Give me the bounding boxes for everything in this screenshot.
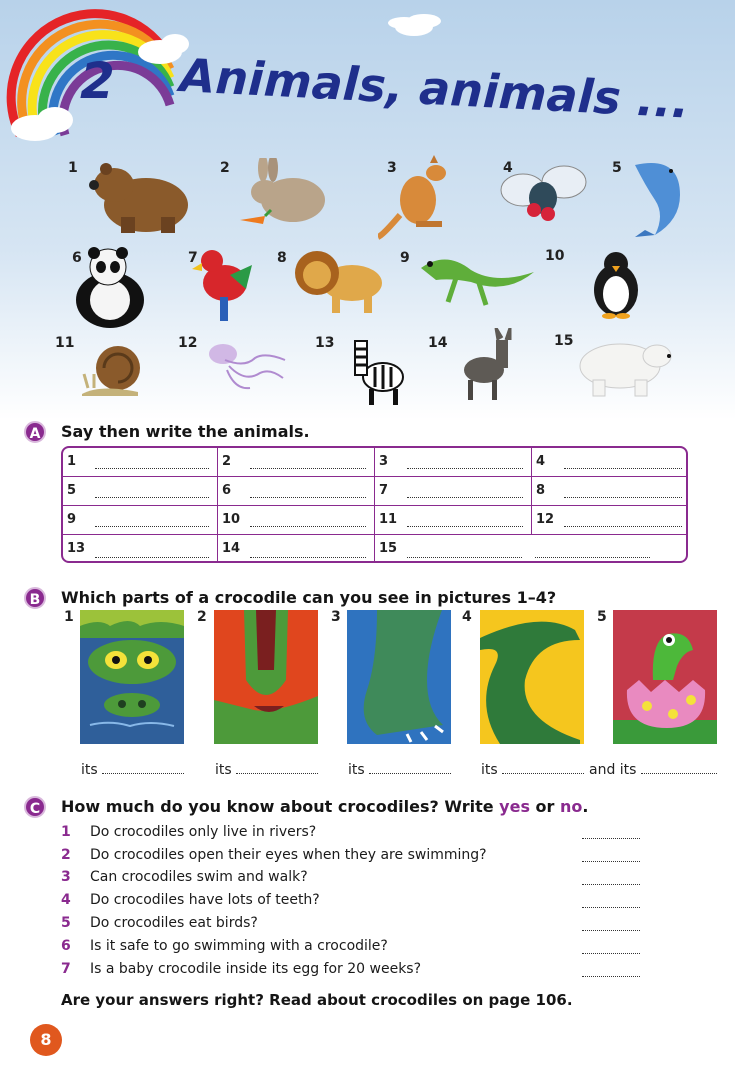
animal-number: 10 bbox=[545, 248, 565, 264]
section-b-badge: B bbox=[24, 587, 46, 609]
jellyfish-icon bbox=[205, 338, 290, 398]
animal-number: 7 bbox=[188, 250, 198, 266]
animal-number: 2 bbox=[220, 160, 230, 176]
lion-icon bbox=[292, 245, 387, 315]
answer-table bbox=[61, 446, 688, 563]
blank-its-3[interactable]: its bbox=[348, 762, 451, 778]
zebra-icon bbox=[345, 335, 410, 407]
panda-icon bbox=[68, 245, 153, 330]
crocodile-eyes-icon bbox=[80, 610, 184, 744]
unit-number: 2 bbox=[80, 52, 115, 110]
bear-icon bbox=[86, 155, 191, 235]
penguin-icon bbox=[584, 250, 649, 320]
picture-number: 3 bbox=[331, 609, 341, 625]
page-title: Animals, animals ... bbox=[178, 48, 691, 129]
answer-cell[interactable]: 12 bbox=[532, 506, 688, 535]
crocodile-foot-icon bbox=[347, 610, 451, 744]
lizard-icon bbox=[416, 250, 536, 310]
answer-cell[interactable]: 5 bbox=[63, 477, 218, 506]
animal-number: 15 bbox=[554, 333, 574, 349]
answer-cell[interactable]: 1 bbox=[63, 448, 218, 477]
question-number: 3 bbox=[61, 869, 71, 885]
animal-number: 6 bbox=[72, 250, 82, 266]
fly-icon bbox=[498, 160, 588, 230]
animal-number: 5 bbox=[612, 160, 622, 176]
donkey-icon bbox=[456, 328, 521, 403]
question-number: 4 bbox=[61, 892, 71, 908]
crocodile-mouth-icon bbox=[214, 610, 318, 744]
blank-its-1[interactable]: its bbox=[81, 762, 184, 778]
answer-cell[interactable]: 10 bbox=[218, 506, 375, 535]
animal-number: 9 bbox=[400, 250, 410, 266]
answer-blank[interactable] bbox=[582, 861, 640, 862]
picture-number: 5 bbox=[597, 609, 607, 625]
snail-icon bbox=[80, 340, 145, 400]
answer-blank[interactable] bbox=[582, 953, 640, 954]
animal-number: 1 bbox=[68, 160, 78, 176]
question-text: Do crocodiles eat birds? bbox=[90, 915, 258, 931]
section-a-title: Say then write the animals. bbox=[61, 422, 310, 441]
picture-number: 1 bbox=[64, 609, 74, 625]
page-number: 8 bbox=[30, 1024, 62, 1056]
section-b-title: Which parts of a crocodile can you see in pictures 1–4? bbox=[61, 588, 557, 607]
question-text: Is it safe to go swimming with a crocodile? bbox=[90, 938, 388, 954]
answer-cell[interactable]: 14 bbox=[218, 535, 375, 563]
section-a-badge: A bbox=[24, 421, 46, 443]
answer-blank[interactable] bbox=[582, 884, 640, 885]
animal-number: 13 bbox=[315, 335, 335, 351]
blank-its-4[interactable]: its bbox=[481, 762, 584, 778]
question-text: Can crocodiles swim and walk? bbox=[90, 869, 308, 885]
kangaroo-icon bbox=[378, 155, 463, 240]
polar-bear-icon bbox=[575, 336, 675, 398]
question-number: 7 bbox=[61, 961, 71, 977]
question-text: Do crocodiles open their eyes when they are swimming? bbox=[90, 847, 487, 863]
animal-number: 11 bbox=[55, 335, 75, 351]
answer-cell[interactable]: 13 bbox=[63, 535, 218, 563]
picture-number: 4 bbox=[462, 609, 472, 625]
question-text: Is a baby crocodile inside its egg for 20 weeks? bbox=[90, 961, 422, 977]
answer-cell[interactable]: 15 bbox=[375, 535, 688, 563]
footer-instruction: Are your answers right? Read about crocodiles on page 106. bbox=[61, 991, 573, 1009]
animal-number: 12 bbox=[178, 335, 198, 351]
animal-number: 4 bbox=[503, 160, 513, 176]
question-text: Do crocodiles have lots of teeth? bbox=[90, 892, 320, 908]
answer-blank[interactable] bbox=[582, 907, 640, 908]
answer-blank[interactable] bbox=[582, 930, 640, 931]
crocodile-tail-icon bbox=[480, 610, 584, 744]
section-c-title: How much do you know about crocodiles? Write yes or no. bbox=[61, 797, 589, 816]
picture-number: 2 bbox=[197, 609, 207, 625]
answer-cell[interactable]: 9 bbox=[63, 506, 218, 535]
parrot-icon bbox=[190, 245, 260, 325]
question-number: 6 bbox=[61, 938, 71, 954]
animal-number: 8 bbox=[277, 250, 287, 266]
question-text: Do crocodiles only live in rivers? bbox=[90, 824, 317, 840]
answer-cell[interactable]: 11 bbox=[375, 506, 532, 535]
rabbit-icon bbox=[235, 158, 330, 233]
blank-its-2[interactable]: its bbox=[215, 762, 318, 778]
answer-cell[interactable]: 3 bbox=[375, 448, 532, 477]
answer-cell[interactable]: 4 bbox=[532, 448, 688, 477]
question-number: 2 bbox=[61, 847, 71, 863]
blank-and-its-5[interactable]: and its bbox=[589, 762, 717, 778]
answer-blank[interactable] bbox=[582, 838, 640, 839]
cloud-icon bbox=[395, 18, 433, 36]
answer-cell[interactable]: 2 bbox=[218, 448, 375, 477]
question-number: 1 bbox=[61, 824, 71, 840]
animal-number: 3 bbox=[387, 160, 397, 176]
answer-blank[interactable] bbox=[582, 976, 640, 977]
answer-cell[interactable]: 6 bbox=[218, 477, 375, 506]
baby-crocodile-egg-icon bbox=[613, 610, 717, 744]
answer-cell[interactable]: 8 bbox=[532, 477, 688, 506]
section-c-badge: C bbox=[24, 796, 46, 818]
question-number: 5 bbox=[61, 915, 71, 931]
animal-number: 14 bbox=[428, 335, 448, 351]
dolphin-icon bbox=[625, 155, 690, 240]
answer-cell[interactable]: 7 bbox=[375, 477, 532, 506]
